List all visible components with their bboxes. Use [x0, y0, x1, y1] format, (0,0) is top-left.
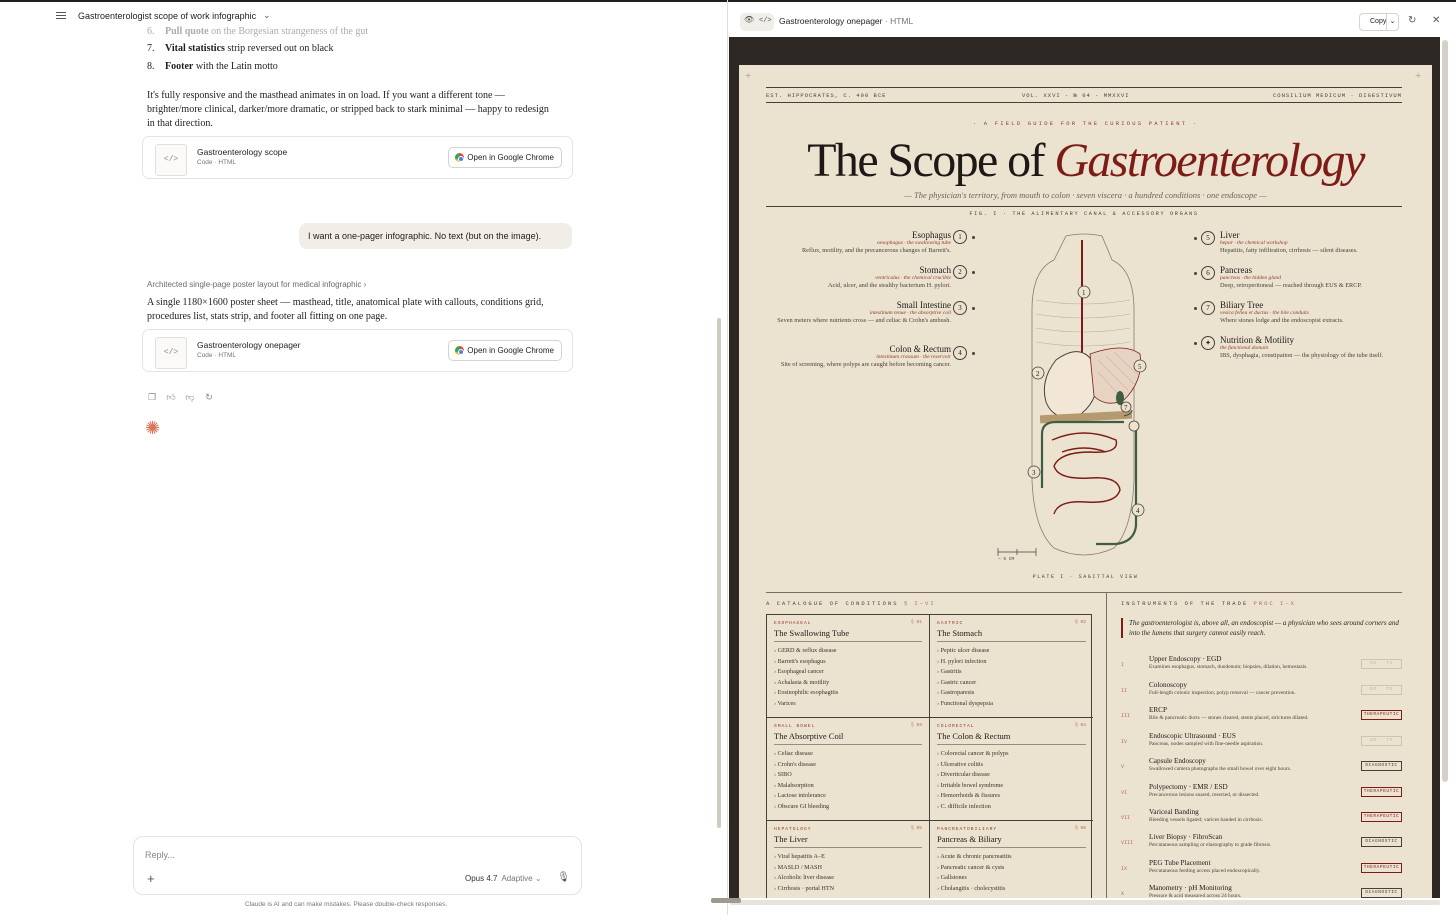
procedure-tag: DX · TX [1361, 736, 1402, 746]
condition-item: › Functional dyspepsia [937, 699, 1086, 710]
instrument-desc: Pressure & acid measured across 24 hours. [1149, 893, 1242, 898]
callout-latin: pancreas · the hidden gland [1220, 275, 1282, 281]
plus-icon[interactable]: + [147, 871, 155, 886]
condition-item: › Alcoholic liver disease [774, 873, 922, 884]
corner-cross: + [1415, 70, 1422, 82]
figure-label: FIG. I · THE ALIMENTARY CANAL & ACCESSORY ORGANS [961, 211, 1206, 217]
claude-spark-icon: ✺ [145, 418, 161, 438]
conditions-head-text: A CATALOGUE OF CONDITIONS [766, 600, 899, 607]
instrument-name: Variceal Banding [1149, 808, 1199, 816]
condition-item: › MASLD / MASH [774, 863, 922, 874]
procedure-tag: THERAPEUTIC [1361, 812, 1402, 822]
list-text: strip reversed out on black [224, 43, 334, 54]
instrument-row [1121, 884, 1402, 898]
procedure-tag: DIAGNOSTIC [1361, 761, 1402, 771]
callout-number: 1 [953, 230, 967, 244]
colon-path [1042, 422, 1136, 544]
instrument-desc: Full-length colonic inspection; polyp removal — cancer prevention. [1149, 690, 1296, 696]
card-title: The Stomach [937, 628, 1086, 642]
list-number: 8. [147, 61, 155, 72]
artifact-panel [727, 0, 1456, 915]
procedure-tag: DX · TX [1361, 659, 1402, 669]
model-selector[interactable] [465, 874, 542, 883]
disclaimer: Claude is AI and can make mistakes. Please double-check responses. [245, 901, 448, 908]
chevron-down-icon[interactable]: ⌄ [263, 10, 271, 20]
condition-item: › Varices [774, 699, 922, 710]
instrument-row [1121, 655, 1402, 681]
chrome-icon [455, 346, 464, 355]
chevron-right-icon: › [363, 280, 367, 289]
model-mode: Adaptive [501, 874, 533, 883]
condition-item: › Irritable bowel syndrome [937, 781, 1086, 792]
list-number: 6. [147, 26, 155, 37]
condition-item: › Gastritis [937, 667, 1086, 678]
instrument-name: Capsule Endoscopy [1149, 757, 1206, 765]
instrument-row [1121, 808, 1402, 834]
roman-numeral: VI [1121, 790, 1128, 796]
instrument-name: Upper Endoscopy · EGD [1149, 655, 1222, 663]
leader-dot [972, 352, 975, 355]
assistant-response: A single 1180×1600 poster sheet — masthead, title, anatomical plate with callouts, conditions grid, procedures list, stats strip, and footer all fitting on one page. [147, 297, 544, 322]
copy-button[interactable] [1359, 13, 1399, 31]
callout-name: Esophagus [912, 230, 951, 240]
figure-rule [766, 206, 1402, 216]
condition-item: › Esophageal cancer [774, 667, 922, 678]
leader-dot [972, 271, 975, 274]
callout-latin: vesica fellea et ductus · the bile conduits [1220, 310, 1309, 316]
instrument-row [1121, 833, 1402, 859]
instrument-row [1121, 706, 1402, 732]
thumbs-down-icon[interactable]: 👎︎ [185, 392, 195, 402]
copy-icon[interactable]: ❐ [147, 392, 157, 402]
mast-left: EST. HIPPOCRATES, C. 400 BCE [766, 92, 887, 99]
roman-numeral: V [1121, 764, 1125, 770]
condition-item: › Peptic ulcer disease [937, 646, 1086, 657]
artifact-card[interactable] [142, 329, 573, 372]
leader-dot [1194, 272, 1197, 275]
callout-desc: Reflux, motility, and the precancerous changes of Barrett's. [801, 247, 951, 254]
instrument-row [1121, 757, 1402, 783]
card-title: The Liver [774, 834, 922, 848]
callout-biliary [1220, 300, 1405, 325]
instrument-row [1121, 859, 1402, 885]
callout-small-intestine [766, 300, 951, 325]
artifact-card[interactable] [142, 136, 573, 179]
condition-item: › Ulcerative colitis [937, 760, 1086, 771]
masthead [766, 87, 1402, 103]
assistant-paragraph: It's fully responsive and the masthead animates in on load. If you want a different tone — brighter/more clinical, darker/more dramatic, or stripped back to stark minimal — happy to redesign in that direction. [147, 90, 549, 129]
open-in-chrome-button[interactable] [448, 147, 562, 168]
instruments-intro: The gastroenterologist is, above all, an endoscopist — a physician who sees around corners and into the lumens that surgery cannot easily reach. [1121, 618, 1402, 638]
conditions-heading [766, 600, 936, 607]
roman-numeral: III [1121, 713, 1131, 719]
callout-name: Liver [1220, 230, 1240, 240]
card-category: PANCREATOBILIARY [937, 827, 998, 832]
card-title: The Colon & Rectum [937, 731, 1086, 745]
reply-box[interactable] [133, 836, 582, 895]
svg-text:5: 5 [1138, 363, 1142, 371]
callout-number: 3 [953, 301, 967, 315]
leader-dot [972, 307, 975, 310]
callout-stomach [766, 265, 951, 290]
condition-item: › Viral hepatitis A–E [774, 852, 922, 863]
retry-icon[interactable]: ↻ [205, 392, 213, 402]
condition-item: › Acute & chronic pancreatitis [937, 852, 1086, 863]
artifact-title [779, 16, 913, 26]
callout-desc: Seven meters where nutrients cross — and celiac & Crohn's ambush. [777, 317, 951, 324]
card-number: § 06 [1074, 826, 1086, 831]
condition-item: › GERD & reflux disease [774, 646, 922, 657]
condition-item: › Barrett's esophagus [774, 657, 922, 668]
model-name: Opus 4.7 [465, 874, 498, 883]
callout-liver [1220, 230, 1405, 255]
instruments-head-text: INSTRUMENTS OF THE TRADE [1121, 600, 1249, 607]
artifact-title-text: Gastroenterology onepager [779, 16, 883, 26]
card-number: § 02 [1074, 620, 1086, 625]
card-title: Pancreas & Biliary [937, 834, 1086, 848]
callout-number: 6 [1201, 266, 1215, 280]
chrome-icon [455, 153, 464, 162]
chevron-down-icon[interactable]: ⌄ [1386, 14, 1398, 30]
copy-label: Copy [1370, 18, 1387, 25]
procedure-tag: THERAPEUTIC [1361, 787, 1402, 797]
preview-scrollbar[interactable] [1442, 40, 1448, 782]
artifact-name: Gastroenterology onepager [197, 340, 301, 350]
card-number: § 01 [910, 620, 922, 625]
leader-dot [1194, 237, 1197, 240]
thinking-label: Architected single-page poster layout for medical infographic [147, 280, 362, 289]
callout-latin: intestinum tenue · the absorptive coil [869, 310, 951, 316]
artifact-header [728, 0, 1456, 37]
callout-desc: Where stones lodge and the endoscopist extracts. [1220, 317, 1344, 324]
horizontal-scroll-thumb[interactable] [711, 898, 741, 903]
anatomy-plate [994, 230, 1174, 570]
callout-colon [766, 344, 951, 369]
leader-dot [1194, 342, 1197, 345]
condition-card [930, 718, 1093, 821]
code-icon: </> [155, 144, 187, 176]
corner-cross: + [745, 70, 752, 82]
svg-text:7: 7 [1124, 404, 1128, 412]
liver-shape [1090, 348, 1141, 403]
list-text: on the Borgesian strangeness of the gut [208, 26, 369, 37]
card-number: § 04 [1074, 723, 1086, 728]
button-label: Open in Google Chrome [467, 153, 554, 162]
artifact-type: Code · HTML [197, 159, 237, 166]
condition-card [767, 821, 930, 898]
condition-item: › Diverticular disease [937, 770, 1086, 781]
artifact-type: Code · HTML [197, 352, 237, 359]
callout-number: ✦ [1201, 336, 1215, 350]
callout-desc: Hepatitis, fatty infiltration, cirrhosis — silent diseases. [1220, 247, 1358, 254]
card-category: GASTRIC [937, 621, 964, 626]
instrument-name: ERCP [1149, 706, 1167, 714]
condition-item: › Gallstones [937, 873, 1086, 884]
card-title: The Swallowing Tube [774, 628, 922, 642]
callout-latin: ventriculus · the chemical crucible [875, 275, 951, 281]
instrument-row [1121, 732, 1402, 758]
list-bold: Vital statistics [165, 43, 225, 54]
eye-icon[interactable]: 👁︎ [744, 15, 755, 24]
callout-latin: oesophagus · the swallowing tube [876, 240, 951, 246]
instrument-desc: Pancreas, nodes sampled with fine-needle aspiration. [1149, 741, 1264, 747]
list-number: 7. [147, 43, 155, 54]
callout-desc: Acid, ulcer, and the stealthy bacterium H. pylori. [827, 282, 951, 289]
condition-item: › SIBO [774, 770, 922, 781]
mast-right: CONSILIUM MEDICUM · DIGESTIVUM [1272, 92, 1402, 99]
svg-text:4: 4 [1136, 507, 1140, 515]
close-icon[interactable]: ✕ [1432, 15, 1441, 26]
callout-number: 5 [1201, 231, 1215, 245]
poster [739, 65, 1432, 898]
card-category: SMALL BOWEL [774, 724, 816, 729]
instrument-desc: Examines esophagus, stomach, duodenum; biopsies, dilation, hemostasis. [1149, 664, 1308, 670]
instrument-row [1121, 681, 1402, 707]
list-text: with the Latin motto [193, 61, 278, 72]
condition-item: › Celiac disease [774, 749, 922, 760]
callout-name: Pancreas [1220, 265, 1252, 275]
scale-bar [998, 548, 1036, 556]
svg-text:1: 1 [1082, 289, 1086, 297]
instrument-name: Manometry · pH Monitoring [1149, 884, 1232, 892]
condition-item: › Achalasia & motility [774, 678, 922, 689]
thinking-summary[interactable] [147, 280, 366, 289]
card-category: HEPATOLOGY [774, 827, 812, 832]
condition-item: › Malabsorption [774, 781, 922, 792]
refresh-icon[interactable]: ↻ [1408, 15, 1417, 26]
callout-number: 4 [953, 346, 967, 360]
callout-pancreas [1220, 265, 1405, 290]
title-accent: Gastroenterology [1054, 134, 1364, 187]
list-item [147, 42, 334, 56]
reply-input[interactable]: Reply... [145, 850, 175, 860]
conditions-grid [766, 614, 1092, 898]
roman-numeral: IV [1121, 739, 1128, 745]
callout-desc: IBS, dysphagia, constipation — the physiology of the tube itself. [1220, 352, 1384, 359]
condition-item: › Obscure GI bleeding [774, 802, 922, 813]
poster-subtitle: — The physician's territory, from mouth to colon · seven viscera · a hundred conditions · one endoscope — [904, 190, 1267, 200]
card-title: The Absorptive Coil [774, 731, 922, 745]
card-number: § 03 [910, 723, 922, 728]
roman-numeral: IX [1121, 866, 1128, 872]
small-intestine-coils [1052, 433, 1120, 514]
microphone-icon[interactable]: 🎙︎ [557, 872, 570, 883]
callout-desc: Site of screening, where polyps are caught before becoming cancer. [780, 361, 951, 368]
card-number: § 05 [910, 826, 922, 831]
artifact-type-label: · HTML [884, 16, 914, 26]
callout-name: Stomach [919, 265, 951, 275]
artifact-preview [729, 37, 1440, 898]
condition-card [930, 615, 1093, 718]
menu-icon[interactable] [56, 12, 66, 20]
condition-item: › Colorectal cancer & polyps [937, 749, 1086, 760]
instruments-heading [1121, 600, 1296, 607]
callout-latin: the functional domain [1220, 345, 1269, 351]
svg-text:3: 3 [1032, 469, 1036, 477]
condition-item: › C. difficile infection [937, 802, 1086, 813]
view-toggle[interactable] [740, 13, 774, 31]
callout-name: Biliary Tree [1220, 300, 1264, 310]
roman-numeral: X [1121, 891, 1125, 897]
callout-name: Small Intestine [896, 300, 951, 310]
list-bold: Pull quote [165, 26, 209, 37]
condition-card [930, 821, 1093, 898]
instrument-desc: Swallowed camera photographs the small bowel over eight hours. [1149, 766, 1292, 772]
condition-card [767, 615, 930, 718]
instrument-desc: Percutaneous sampling or elastography to grade fibrosis. [1149, 842, 1272, 848]
callout-name: Colon & Rectum [889, 344, 951, 354]
procedure-tag: THERAPEUTIC [1361, 863, 1402, 873]
leader-dot [972, 236, 975, 239]
title-plain: The Scope of [807, 134, 1055, 187]
conversation-title[interactable]: Gastroenterologist scope of work infographic [78, 11, 257, 21]
user-message: I want a one-pager infographic. No text (but on the image). [299, 223, 572, 249]
callout-nutrition [1220, 335, 1410, 360]
code-icon: </> [155, 337, 187, 369]
list-item [147, 60, 278, 74]
poster-title [739, 131, 1432, 191]
callout-latin: intestinum crassum · the reservoir [876, 354, 951, 360]
conditions-range: § I–VI [903, 600, 936, 607]
thumbs-up-icon[interactable]: 👍︎ [166, 392, 176, 402]
roman-numeral: II [1121, 688, 1128, 694]
procedure-tag: DX · TX [1361, 685, 1402, 695]
plate-caption: PLATE I · SAGITTAL VIEW [1032, 574, 1139, 580]
condition-item: › Pancreatic cancer & cysts [937, 863, 1086, 874]
callout-number: 7 [1201, 301, 1215, 315]
instrument-row [1121, 783, 1402, 809]
procedure-tag: DIAGNOSTIC [1361, 888, 1402, 898]
condition-item: › H. pylori infection [937, 657, 1086, 668]
roman-numeral: VIII [1121, 840, 1134, 846]
leader-dot [1194, 307, 1197, 310]
condition-item: › Gastroparesis [937, 688, 1086, 699]
kicker: · A FIELD GUIDE FOR THE CURIOUS PATIENT · [972, 120, 1199, 127]
instrument-name: PEG Tube Placement [1149, 859, 1211, 867]
callout-name: Nutrition & Motility [1220, 335, 1295, 345]
scale-label: — 5 CM [998, 557, 1015, 562]
mast-center: VOL. XXVI · № 04 · MMXXVI [1022, 92, 1130, 99]
callout-number: 2 [953, 265, 967, 279]
code-icon[interactable]: </> [759, 17, 772, 25]
condition-item: › Hemorrhoids & fissures [937, 791, 1086, 802]
condition-item: › Cholangitis · cholecystitis [937, 884, 1086, 895]
open-in-chrome-button[interactable] [448, 340, 562, 361]
callout-esophagus [766, 230, 951, 255]
message-actions [147, 387, 223, 405]
instrument-name: Colonoscopy [1149, 681, 1187, 689]
button-label: Open in Google Chrome [467, 346, 554, 355]
card-category: ESOPHAGEAL [774, 621, 812, 626]
chat-scrollbar[interactable] [717, 318, 721, 828]
svg-text:2: 2 [1036, 370, 1040, 378]
procedure-tag: DIAGNOSTIC [1361, 837, 1402, 847]
callout-desc: Deep, retroperitoneal — reached through EUS & ERCP. [1220, 282, 1362, 289]
instruments-range: PROC I–X [1253, 600, 1296, 607]
chat-pane [0, 0, 727, 915]
condition-item: › Gastric cancer [937, 678, 1086, 689]
instrument-name: Endoscopic Ultrasound · EUS [1149, 732, 1236, 740]
instrument-desc: Percutaneous feeding access placed endoscopically. [1149, 868, 1261, 874]
condition-item: › Eosinophilic esophagitis [774, 688, 922, 699]
procedure-tag: THERAPEUTIC [1361, 710, 1402, 720]
roman-numeral: VII [1121, 815, 1131, 821]
instrument-name: Polypectomy · EMR / ESD [1149, 783, 1228, 791]
section-divider [766, 592, 1402, 593]
condition-item: › Cirrhosis · portal HTN [774, 884, 922, 895]
condition-card [767, 718, 930, 821]
card-category: COLORECTAL [937, 724, 975, 729]
instrument-desc: Precancerous lesions snared, resected, or dissected. [1149, 792, 1260, 798]
callout-latin: hepar · the chemical workshop [1220, 240, 1288, 246]
instrument-desc: Bleeding vessels ligated; varices banded in cirrhosis. [1149, 817, 1263, 823]
instrument-desc: Bile & pancreatic ducts — stones cleared, stents placed, strictures dilated. [1149, 715, 1309, 721]
condition-item: › Lactose intolerance [774, 791, 922, 802]
condition-item: › Crohn's disease [774, 760, 922, 771]
chevron-down-icon: ⌄ [534, 874, 542, 883]
stomach-shape [1044, 352, 1097, 418]
roman-numeral: I [1121, 662, 1125, 668]
horizontal-scroll-track[interactable] [730, 900, 1440, 905]
instrument-name: Liver Biopsy · FibroScan [1149, 833, 1223, 841]
list-item [147, 25, 368, 39]
artifact-name: Gastroenterology scope [197, 147, 288, 157]
list-bold: Footer [165, 61, 194, 72]
column-divider [1106, 592, 1107, 898]
